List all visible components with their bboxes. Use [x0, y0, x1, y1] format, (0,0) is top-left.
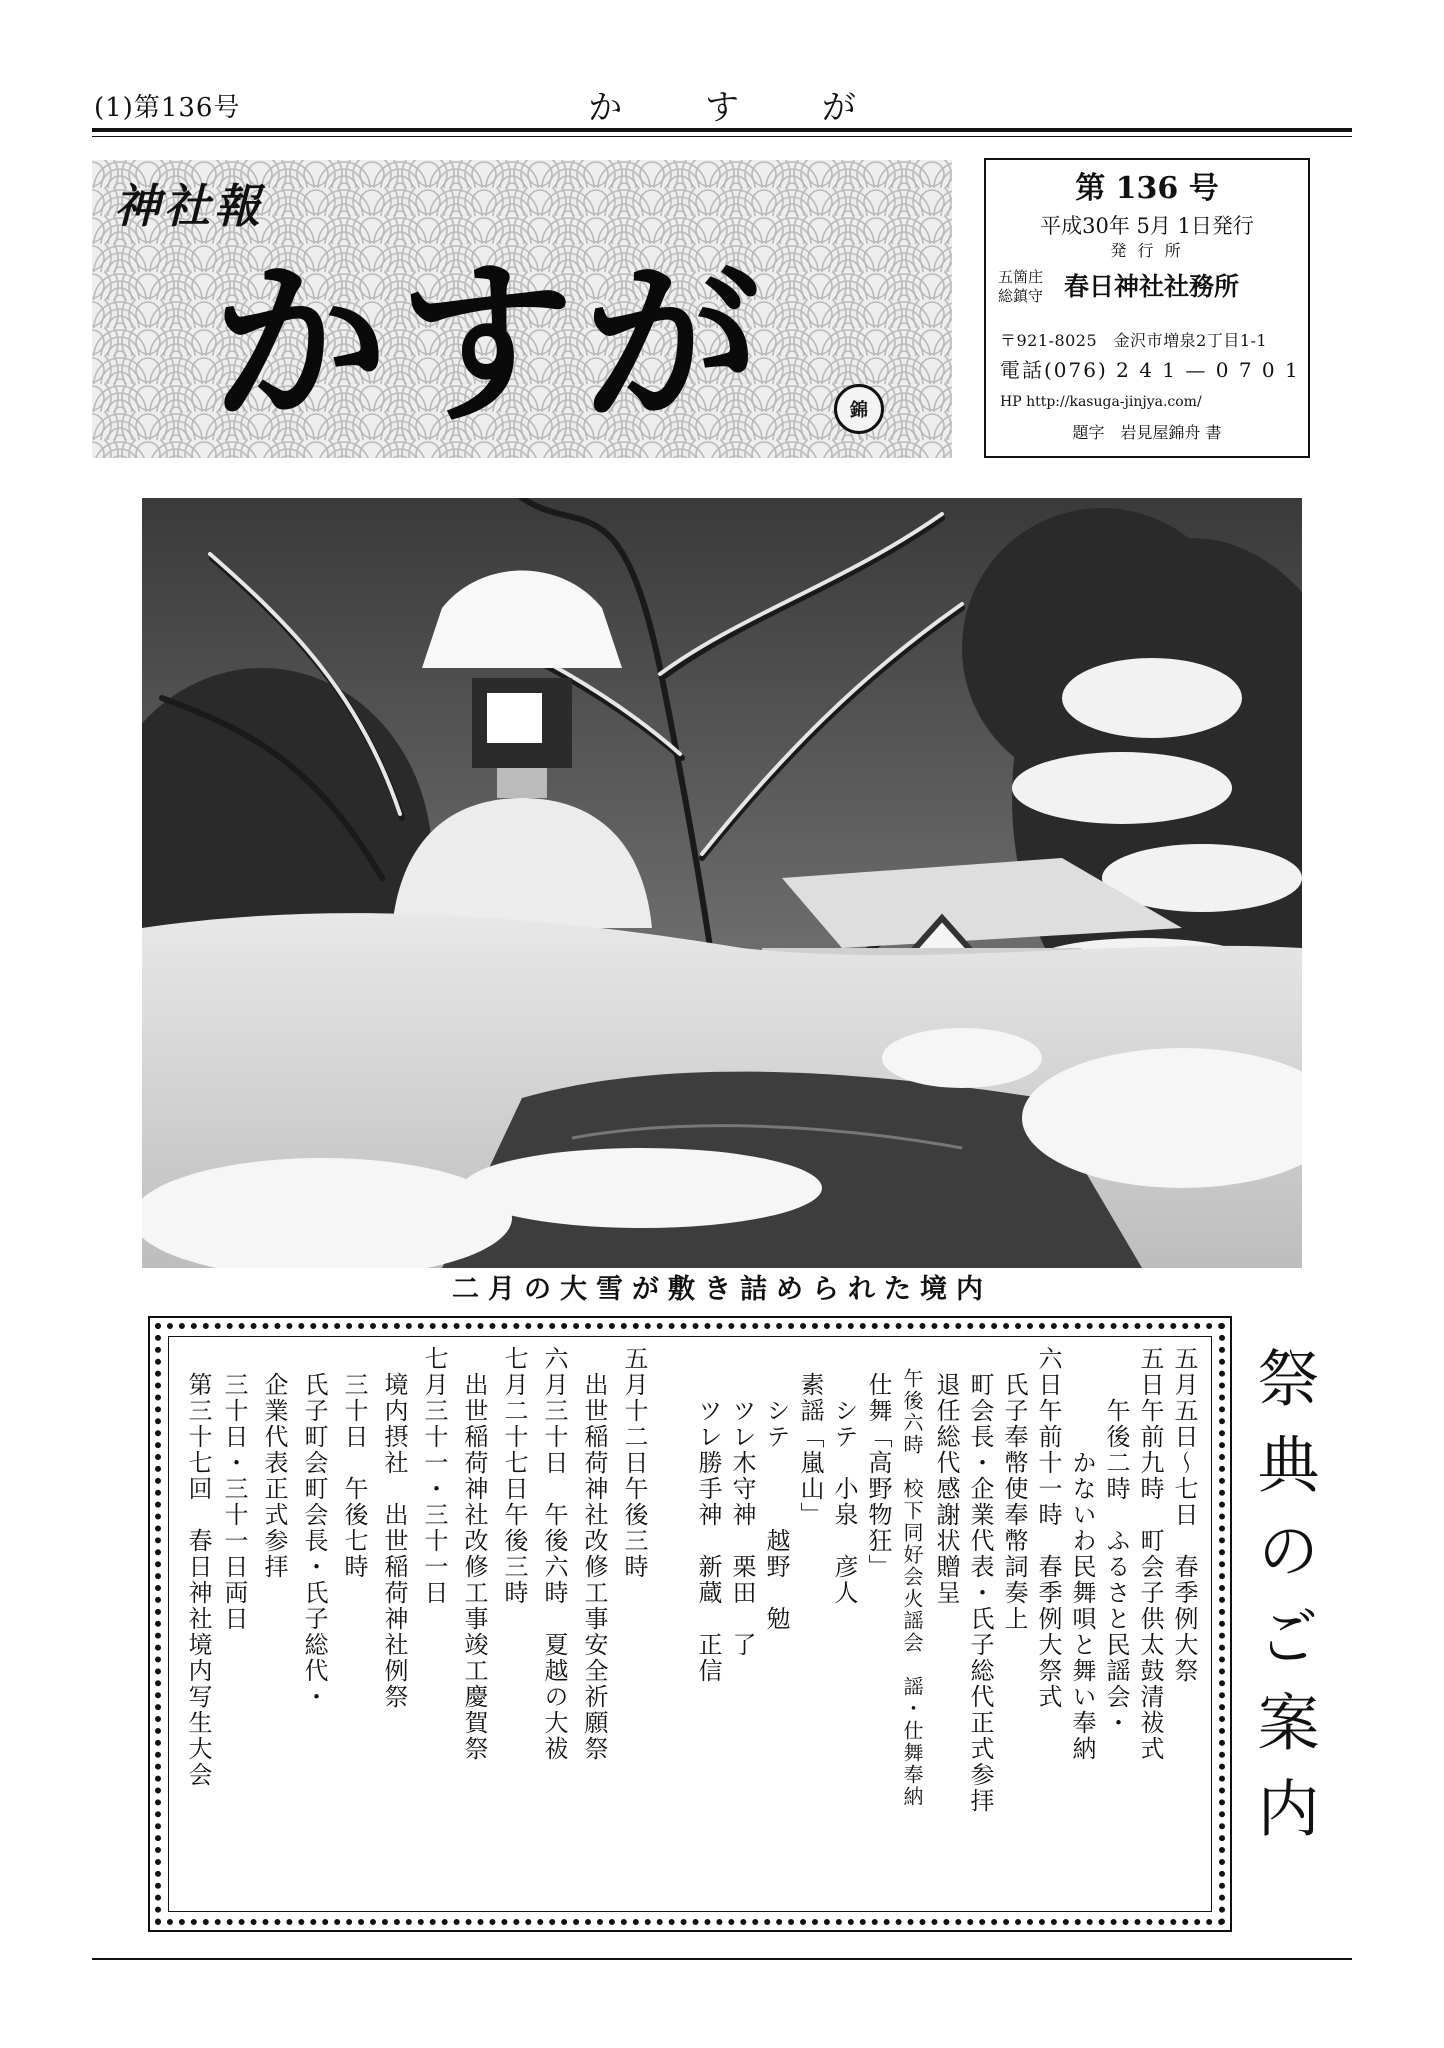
running-title-char: か: [588, 88, 623, 128]
page-number: (1)第136号: [94, 93, 241, 123]
schedule-line: 三十日 午後七時: [340, 1346, 368, 1580]
schedule-line: 退任総代感謝状贈呈: [932, 1346, 960, 1606]
publisher-address: 〒921-8025 金沢市増泉2丁目1-1: [1000, 331, 1268, 350]
schedule-line: 五月十二日午後三時: [620, 1346, 648, 1580]
calligraphy-credit: 題字 岩見屋錦舟 書: [1072, 423, 1222, 442]
issue-info-box: [984, 158, 1310, 458]
running-title: [0, 88, 1444, 128]
publisher-phone: 電話(076) 2 4 1 — 0 7 0 1: [1000, 358, 1300, 382]
festival-title: 祭典のご案内: [1247, 1346, 1320, 1862]
schedule-line: 午後二時 ふるさと民謡会・: [1102, 1346, 1130, 1736]
schedule-line: ツレ木守神 栗田 了: [728, 1346, 756, 1658]
publisher-role: 発 行 所: [1110, 241, 1184, 260]
schedule-line: 町会長・企業代表・氏子総代正式参拝: [966, 1346, 994, 1814]
schedule-line: 六日午前十一時 春季例大祭式: [1034, 1346, 1062, 1710]
schedule-line: 五月五日～七日 春季例大祭: [1170, 1346, 1198, 1684]
header-rule: [92, 128, 1352, 132]
schedule-line: 氏子奉幣使奉幣詞奏上: [1000, 1346, 1028, 1632]
running-title-char: す: [705, 88, 739, 128]
schedule-line: 第三十七回 春日神社境内写生大会: [184, 1346, 212, 1788]
schedule-line: シテ 越野 勉: [762, 1346, 790, 1632]
schedule-line: 七月二十七日午後三時: [500, 1346, 528, 1606]
publisher-subtitle: 五箇庄 総鎮守: [998, 268, 1044, 305]
publisher-homepage: HP http://kasuga-jinjya.com/: [1000, 394, 1202, 410]
publisher-office: 春日神社社務所: [1064, 272, 1240, 301]
schedule-line: 六月三十日 午後六時 夏越の大祓: [540, 1346, 568, 1762]
schedule-line: かないわ民舞唄と舞い奉納: [1068, 1346, 1096, 1762]
schedule-line: 三十日・三十一日両日: [220, 1346, 248, 1632]
schedule-line: 仕舞「高野物狂」: [864, 1346, 892, 1580]
schedule-line: 五日午前九時 町会子供太鼓清祓式: [1136, 1346, 1164, 1762]
issue-number: 第 136 号: [1075, 171, 1219, 206]
paper-kind: 神社報: [114, 179, 264, 233]
schedule-line: 氏子町会町会長・氏子総代・: [300, 1346, 328, 1710]
photo-illustration: [142, 498, 1302, 1268]
footer-rule: [92, 1958, 1352, 1960]
paper-name: かすが: [212, 240, 771, 447]
schedule-line: 素謡「嵐山」: [796, 1346, 824, 1528]
seal-stamp: 錦: [834, 384, 884, 434]
masthead: [92, 160, 952, 458]
schedule-line: 企業代表正式参拝: [260, 1346, 288, 1580]
running-title-char: が: [821, 88, 856, 128]
schedule-line: ツレ勝手神 新蔵 正信: [694, 1346, 722, 1684]
snow-shrine-photo: [142, 498, 1302, 1268]
header-rule-thin: [92, 136, 1352, 137]
schedule-line: 出世稲荷神社改修工事安全祈願祭: [580, 1346, 608, 1762]
schedule-line: 境内摂社 出世稲荷神社例祭: [380, 1346, 408, 1710]
schedule-line: 午後六時 校下同好会火謡会 謡・仕舞奉納: [900, 1346, 924, 1808]
issue-date: 平成30年 5月 1日発行: [1040, 214, 1254, 238]
schedule-line: 七月三十一・三十一日: [420, 1346, 448, 1606]
photo-caption: 二月の大雪が敷き詰められた境内: [452, 1274, 992, 1305]
schedule-line: シテ 小泉 彦人: [830, 1346, 858, 1606]
schedule-line: 出世稲荷神社改修工事竣工慶賀祭: [460, 1346, 488, 1762]
